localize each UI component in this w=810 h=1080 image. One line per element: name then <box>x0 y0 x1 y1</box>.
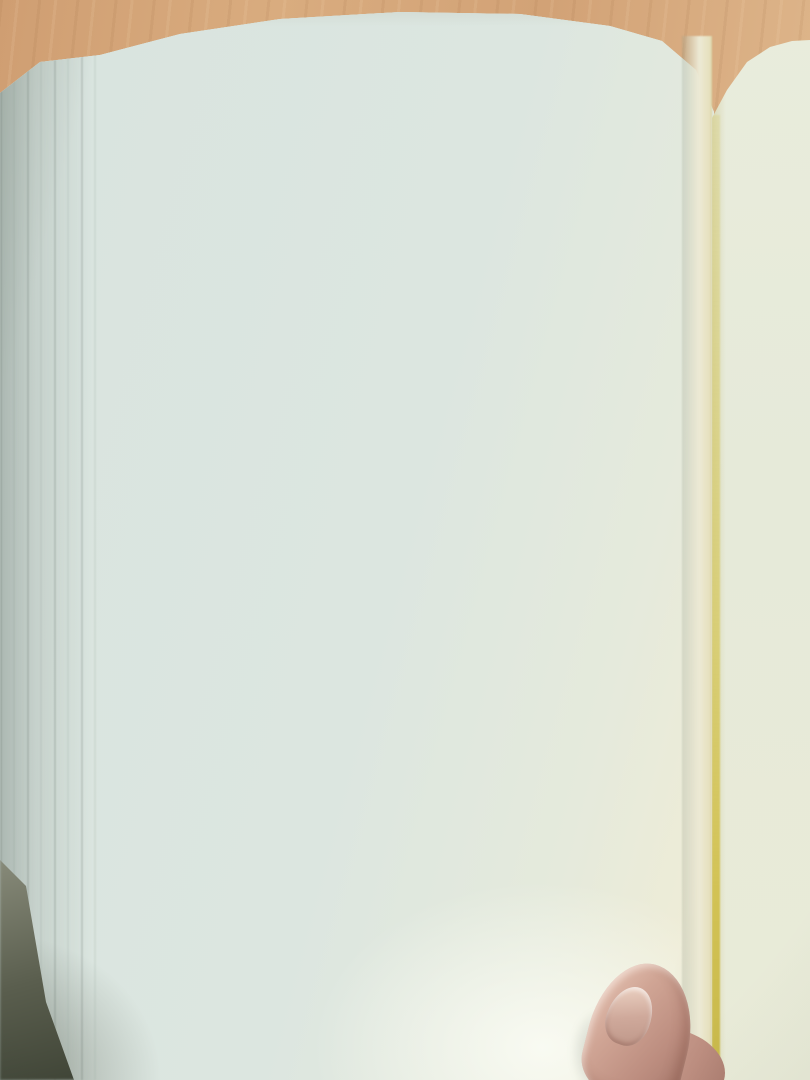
book-gutter <box>682 36 712 1080</box>
book-next-page <box>712 0 810 1080</box>
page-edge-line <box>712 115 720 1080</box>
thumb-nail <box>598 980 661 1052</box>
